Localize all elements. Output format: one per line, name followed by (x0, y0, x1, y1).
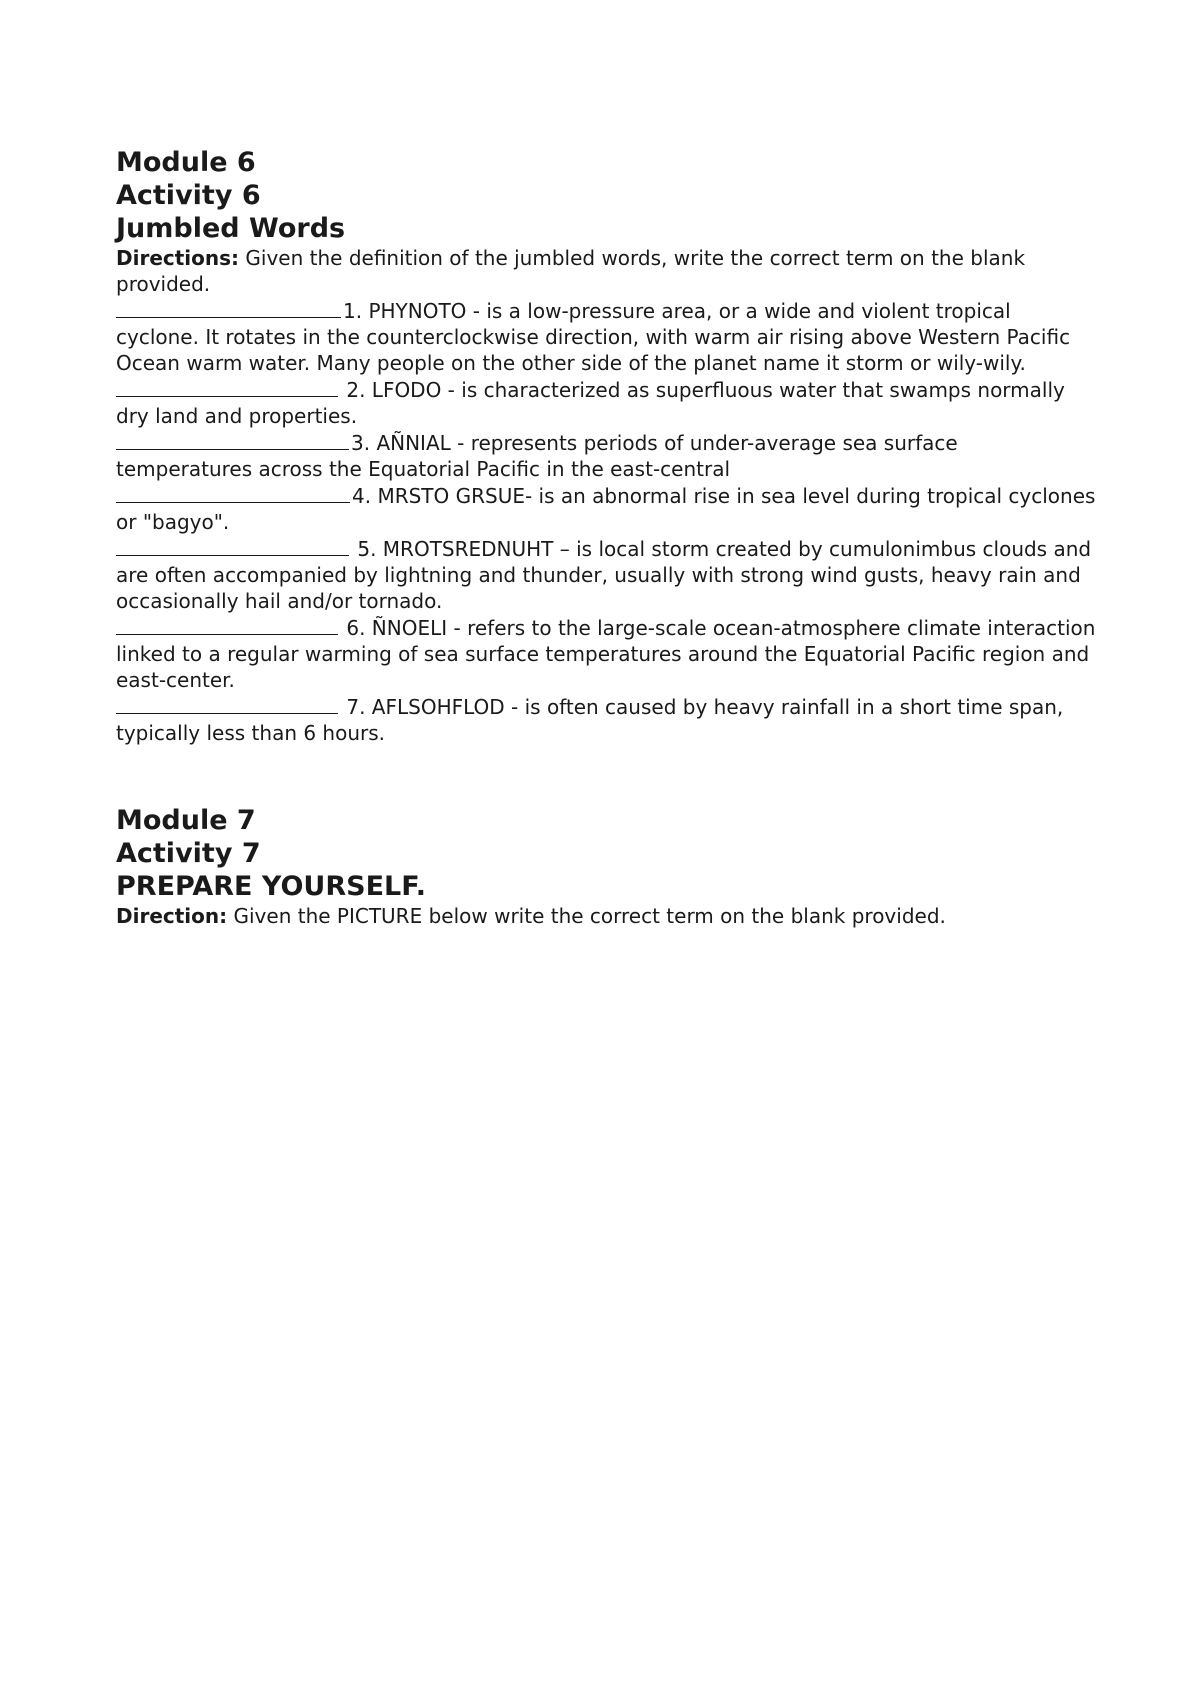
question-item-2 (116, 376, 1096, 429)
module-6-section (116, 146, 1096, 746)
question-item-3 (116, 429, 1096, 482)
direction-label: Direction: (116, 904, 228, 928)
answer-blank-6[interactable] (116, 614, 338, 635)
answer-blank-1[interactable] (116, 297, 341, 318)
module-7-section (116, 804, 1096, 929)
module-6-title: Module 6 (116, 147, 256, 178)
document-page (116, 146, 1096, 929)
directions-text: Given the definition of the jumbled words, write the correct term on the blank provided. (116, 246, 1026, 296)
answer-blank-5[interactable] (116, 535, 349, 556)
answer-blank-3[interactable] (116, 429, 349, 450)
activity-7-title: Activity 7 (116, 838, 261, 869)
module-7-title: Module 7 (116, 805, 256, 836)
directions-label: Directions: (116, 246, 240, 270)
direction-paragraph (116, 903, 1096, 929)
question-text-3: 3. AÑNIAL - represents periods of under-average sea surface temperatures across the Equatorial Pacific in the east-central (116, 431, 958, 481)
question-text-4: 4. MRSTO GRSUE- is an abnormal rise in sea level during tropical cyclones or "bagyo". (116, 484, 1096, 534)
question-item-4 (116, 482, 1096, 535)
direction-text: Given the PICTURE below write the correct term on the blank provided. (227, 904, 946, 928)
activity-6-title: Activity 6 (116, 180, 261, 211)
activity-6-name: Jumbled Words (116, 213, 346, 244)
answer-blank-4[interactable] (116, 482, 350, 503)
question-item-1 (116, 297, 1096, 376)
activity-7-name: PREPARE YOURSELF. (116, 871, 426, 902)
question-text-5: 5. MROTSREDNUHT – is local storm created by cumulonimbus clouds and are often accompanied by lightning and thunder, usually with strong wind gusts, heavy rain and occasionally hail and/or tornado. (116, 537, 1092, 613)
question-item-7 (116, 693, 1096, 746)
question-item-6 (116, 614, 1096, 693)
answer-blank-2[interactable] (116, 376, 338, 397)
directions-paragraph (116, 245, 1096, 297)
question-item-5 (116, 535, 1096, 614)
question-text-2: 2. LFODO - is characterized as superfluous water that swamps normally dry land and properties. (116, 378, 1065, 428)
question-text-7: 7. AFLSOHFLOD - is often caused by heavy rainfall in a short time span, typically less than 6 hours. (116, 695, 1064, 745)
question-text-1: 1. PHYNOTO - is a low-pressure area, or a wide and violent tropical cyclone. It rotates in the counterclockwise direction, with warm air rising above Western Pacific Ocean warm water. Many people on the other side of the planet name it storm or wily-wily. (116, 299, 1071, 375)
question-text-6: 6. ÑNOELI - refers to the large-scale ocean-atmosphere climate interaction linked to a regular warming of sea surface temperatures around the Equatorial Pacific region and east-center. (116, 616, 1096, 692)
section-spacer (116, 746, 1096, 804)
answer-blank-7[interactable] (116, 693, 338, 714)
